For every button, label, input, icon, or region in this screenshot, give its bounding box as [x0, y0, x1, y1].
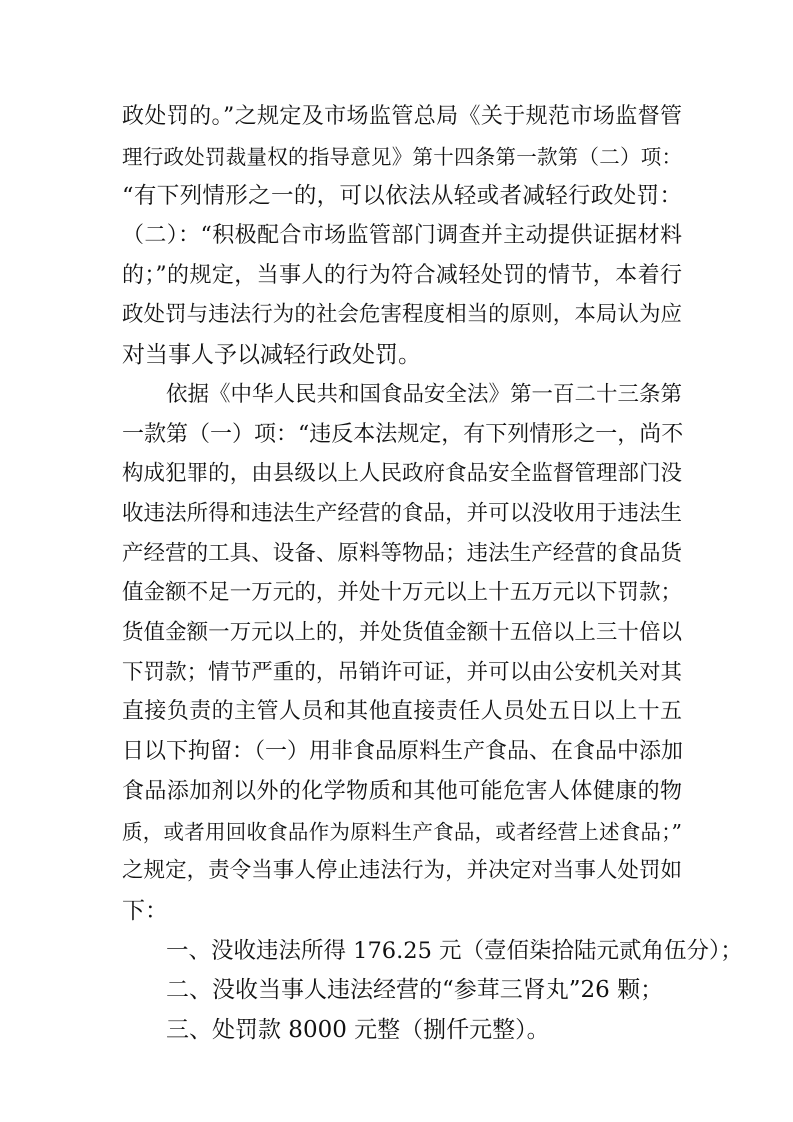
paragraph-line: 下：	[122, 898, 168, 924]
paragraph-line: 的；”的规定，当事人的行为符合减轻处罚的情节，本着行	[122, 263, 682, 288]
paragraph-line: 下罚款；情节严重的，吊销许可证，并可以由公安机关对其	[122, 660, 682, 685]
paragraph-line: 收违法所得和违法生产经营的食品，并可以没收用于违法生	[122, 501, 682, 526]
paragraph-line: 货值金额一万元以上的，并处货值金额十五倍以上三十倍以	[122, 620, 682, 645]
penalty-item-confiscate-goods: 二、没收当事人违法经营的“参茸三肾丸”26 颗；	[166, 977, 664, 1003]
paragraph-line: 产经营的工具、设备、原料等物品；违法生产经营的食品货	[122, 541, 682, 566]
paragraph-line: 理行政处罚裁量权的指导意见》第十四条第一款第（二）项：	[122, 145, 682, 169]
paragraph-line: （二）：“积极配合市场监管部门调查并主动提供证据材料	[122, 223, 682, 248]
paragraph-line: 值金额不足一万元的，并处十万元以上十五万元以下罚款；	[122, 580, 682, 605]
paragraph-line: 食品添加剂以外的化学物质和其他可能危害人体健康的物	[122, 779, 682, 804]
penalty-item-fine: 三、处罚款 8000 元整（捌仟元整）。	[166, 1017, 550, 1043]
paragraph-line: 依据《中华人民共和国食品安全法》第一百二十三条第	[166, 382, 683, 407]
paragraph-line: 直接负责的主管人员和其他直接责任人员处五日以上十五	[122, 699, 682, 724]
paragraph-line: 质，或者用回收食品作为原料生产食品，或者经营上述食品；”	[122, 820, 682, 844]
paragraph-line: 对当事人予以减轻行政处罚。	[122, 342, 421, 368]
paragraph-line: 政处罚的。”之规定及市场监管总局《关于规范市场监督管	[122, 104, 682, 129]
paragraph-line: “有下列情形之一的，可以依法从轻或者减轻行政处罚：	[122, 183, 682, 209]
paragraph-line: 日以下拘留：（一）用非食品原料生产食品、在食品中添加	[122, 739, 684, 764]
paragraph-line: 之规定，责令当事人停止违法行为，并决定对当事人处罚如	[122, 858, 682, 883]
penalty-item-confiscate-income: 一、没收违法所得 176.25 元（壹佰柒拾陆元贰角伍分）；	[166, 938, 743, 964]
paragraph-line: 一款第（一）项：“违反本法规定，有下列情形之一，尚不	[122, 422, 684, 447]
paragraph-line: 政处罚与违法行为的社会危害程度相当的原则，本局认为应	[122, 302, 682, 327]
paragraph-line: 构成犯罪的，由县级以上人民政府食品安全监督管理部门没	[122, 461, 682, 486]
